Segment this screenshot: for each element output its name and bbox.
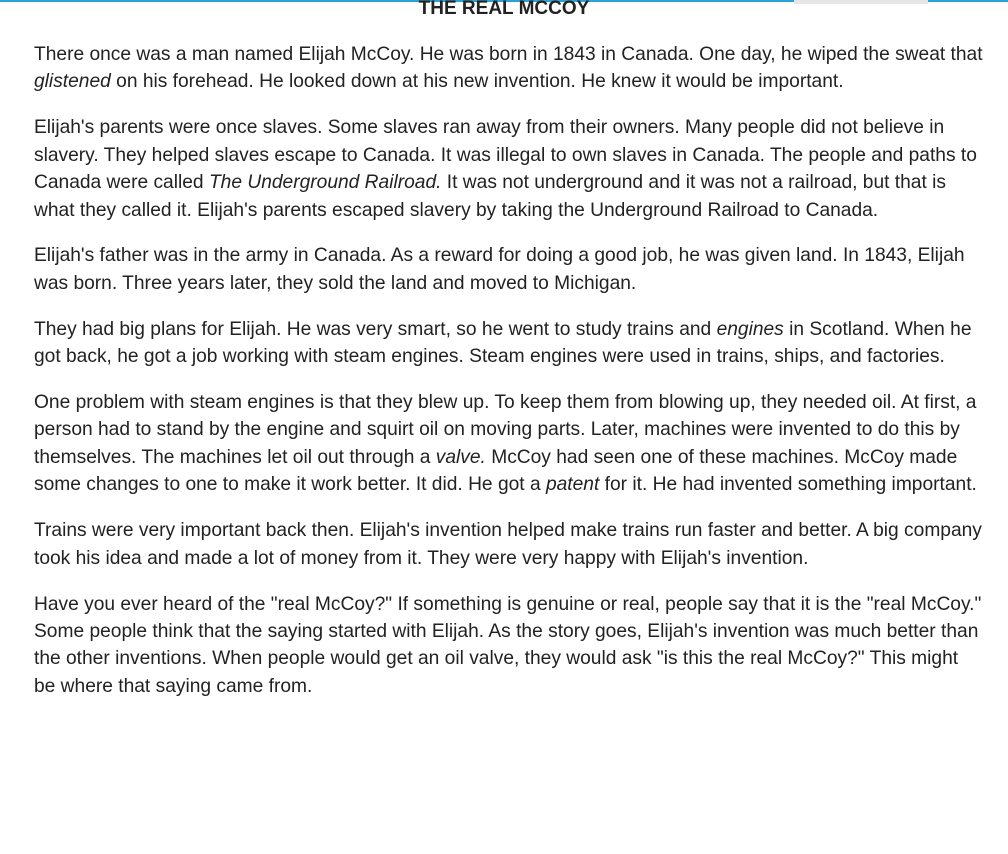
paragraph-text: One problem with steam engines is that they blew up. To keep them from blowing up, they needed oil. At first, a person had to stand by the engine and squirt oil on moving parts. Later, machines were invented to do this by themselves. The machines let oil out through a [34, 392, 977, 468]
paragraph-text: Elijah's father was in the army in Canada. As a reward for doing a good job, he was given land. In 1843, Elijah was born. Three years later, they sold the land and moved to Michigan. [34, 245, 965, 294]
paragraph-5 [34, 389, 984, 499]
paragraph-text: There once was a man named Elijah McCoy. He was born in 1843 in Canada. One day, he wiped the sweat that [34, 44, 983, 65]
emphasized-term: patent [545, 474, 600, 496]
paragraph-3 [34, 242, 984, 297]
paragraph-1 [34, 41, 984, 96]
paragraph-text: It was not underground and it was not a railroad, but that is what they called it. Elijah's parents escaped slavery by taking the Underground Railroad to Canada. [34, 172, 946, 221]
paragraph-text: McCoy had seen one of these machines. McCoy made some changes to one to make it work better. It did. He got a [34, 446, 958, 496]
emphasized-term: glistened [34, 71, 111, 93]
paragraph-2 [34, 114, 984, 224]
paragraph-text: in Scotland. When he got back, he got a job working with steam engines. Steam engines were used in trains, ships, and factories. [34, 318, 972, 368]
paragraph-text: They had big plans for Elijah. He was very smart, so he went to study trains and [34, 318, 717, 340]
emphasized-term: valve. [435, 446, 486, 468]
paragraph-text: Trains were very important back then. Elijah's invention helped make trains run faster and better. A big company took his idea and made a lot of money from it. They were very happy with Elijah's invention. [34, 520, 982, 569]
emphasized-term: engines [716, 318, 784, 340]
paragraph-text: on his forehead. He looked down at his new invention. He knew it would be important. [110, 71, 844, 93]
paragraph-text: Have you ever heard of the "real McCoy?" If something is genuine or real, people say that it is the "real McCoy." Some people think that the saying started with Elijah. As the story goes, Elijah's invention was much better than the other inventions. When people would get an oil valve, they would ask "is this the real McCoy?" This might be where that saying came from. [34, 593, 982, 697]
paragraph-text: for it. He had invented something important. [599, 474, 977, 496]
paragraph-text: Elijah's parents were once slaves. Some slaves ran away from their owners. Many people did not believe in slavery. They helped slaves escape to Canada. It was illegal to own slaves in Canada. The people and paths to Canada were called [34, 117, 977, 194]
article-title: THE REAL MCCOY [418, 0, 590, 19]
article-body [34, 41, 984, 719]
paragraph-6 [34, 517, 984, 572]
paragraph-7 [34, 591, 984, 701]
emphasized-term: The Underground Railroad. [208, 172, 442, 194]
paragraph-4 [34, 316, 984, 371]
